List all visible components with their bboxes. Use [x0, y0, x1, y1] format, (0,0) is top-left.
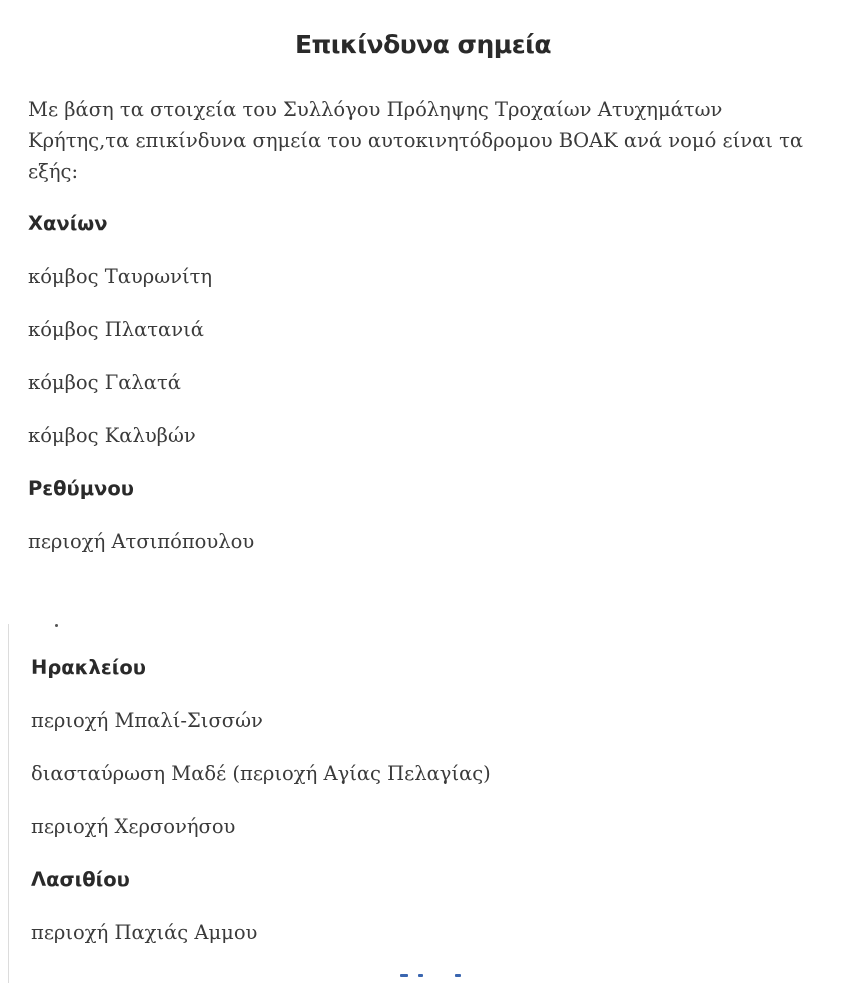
list-item: κόμβος Ταυρωνίτη: [28, 265, 213, 288]
cutoff-text-fragment: [400, 974, 408, 977]
list-item: περιοχή Μπαλί-Σισσών: [31, 709, 263, 732]
list-item: περιοχή Ατσιπόπουλου: [28, 530, 255, 553]
region-heading-lasithi: Λασιθίου: [31, 868, 130, 891]
list-item: περιοχή Χερσονήσου: [31, 815, 236, 838]
region-heading-rethymno: Ρεθύμνου: [28, 477, 134, 500]
region-heading-heraklion: Ηρακλείου: [31, 656, 146, 679]
cutoff-text-fragment: [455, 974, 461, 977]
list-item: περιοχή Παχιάς Αμμου: [31, 921, 258, 944]
list-item: διασταύρωση Μαδέ (περιοχή Αγίας Πελαγίας): [31, 762, 491, 785]
intro-paragraph: Με βάση τα στοιχεία του Συλλόγου Πρόληψης Τροχαίων Ατυχημάτων Κρήτης,τα επικίνδυνα σημεία του αυτοκινητόδρομου ΒΟΑΚ ανά νομό είναι τα εξής:: [28, 98, 804, 183]
page-title: Επικίνδυνα σημεία: [294, 30, 552, 59]
list-item: κόμβος Πλατανιά: [28, 318, 204, 341]
section-divider: [8, 624, 9, 983]
cutoff-text-fragment: [418, 974, 423, 977]
region-heading-chania: Χανίων: [28, 212, 108, 235]
list-item: κόμβος Γαλατά: [28, 371, 181, 394]
list-item: κόμβος Καλυβών: [28, 424, 196, 447]
stray-dot: [55, 624, 58, 627]
